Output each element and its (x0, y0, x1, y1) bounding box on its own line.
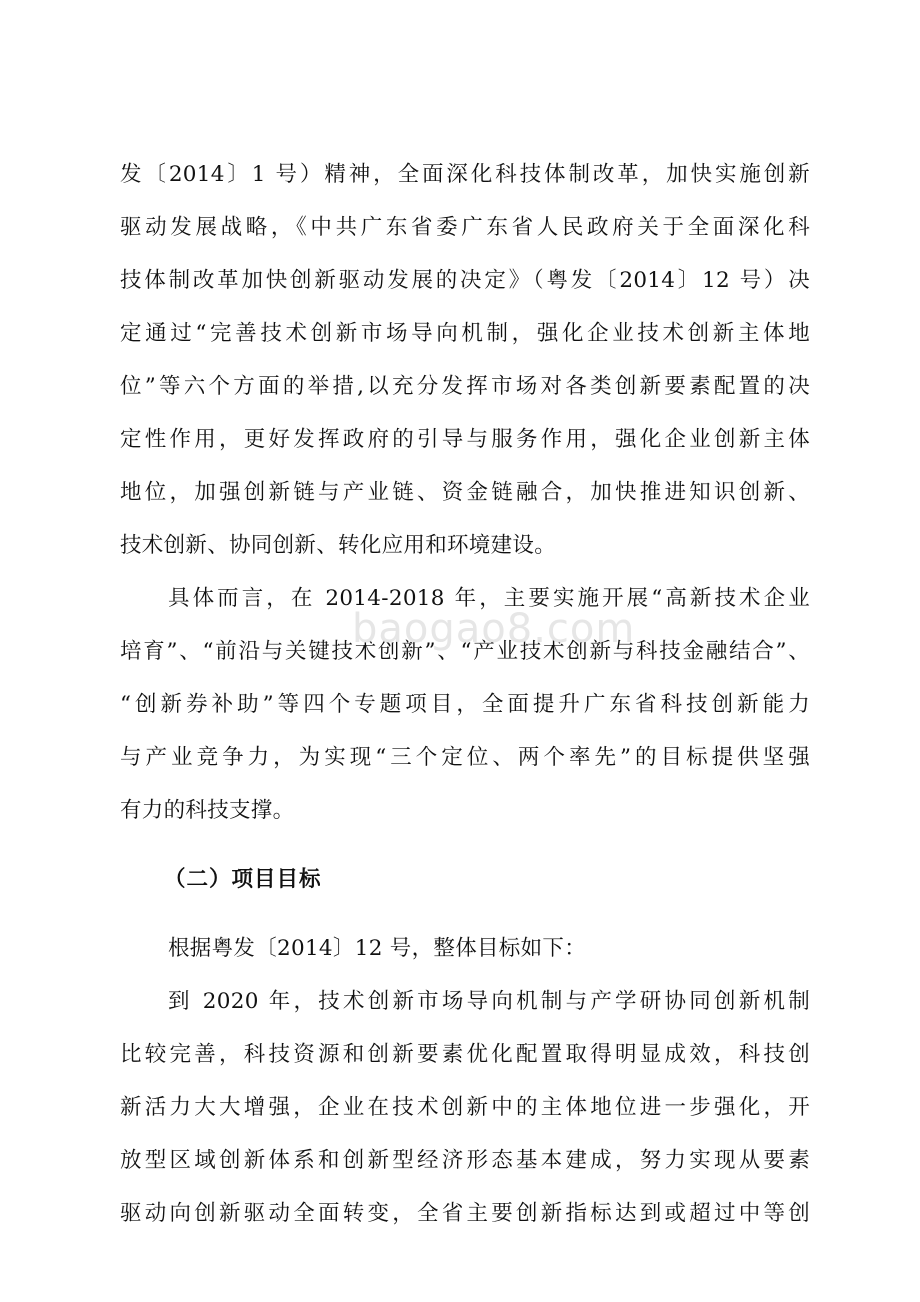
section-heading: （二）项目目标 (164, 867, 322, 892)
paragraph-3-line-1: 根据粤发〔2014〕12 号，整体目标如下： (168, 936, 587, 961)
paragraph-1-line-6: 定性作用，更好发挥政府的引导与服务作用，强化企业创新主体 (120, 427, 810, 452)
paragraph-4-line-1: 到 2020 年，技术创新市场导向机制与产学研协同创新机制 (168, 989, 810, 1014)
paragraph-1-line-4: 定通过“完善技术创新市场导向机制，强化企业技术创新主体地 (120, 321, 810, 346)
paragraph-2-line-4: 与产业竞争力，为实现“三个定位、两个率先”的目标提供坚强 (120, 745, 810, 770)
paragraph-4-line-3: 新活力大大增强，企业在技术创新中的主体地位进一步强化，开 (120, 1095, 810, 1120)
paragraph-4-line-4: 放型区域创新体系和创新型经济形态基本建成，努力实现从要素 (120, 1148, 810, 1173)
paragraph-1-line-8: 技术创新、协同创新、转化应用和环境建设。 (120, 533, 557, 558)
paragraph-1-line-2: 驱动发展战略，《中共广东省委广东省人民政府关于全面深化科 (120, 215, 810, 240)
paragraph-4-line-2: 比较完善，科技资源和创新要素优化配置取得明显成效，科技创 (120, 1042, 810, 1067)
paragraph-2-line-2: 培育”、“前沿与关键技术创新”、“产业技术创新与科技金融结合”、 (120, 639, 810, 664)
paragraph-1-line-3: 技体制改革加快创新驱动发展的决定》（粤发〔2014〕12 号）决 (120, 268, 810, 293)
paragraph-2-line-5: 有力的科技支撑。 (120, 798, 295, 823)
paragraph-1-line-5: 位”等六个方面的举措,以充分发挥市场对各类创新要素配置的决 (120, 374, 810, 399)
watermark: baogao8.com (352, 606, 636, 652)
paragraph-2-line-1: 具体而言，在 2014-2018 年，主要实施开展“高新技术企业 (168, 586, 810, 611)
paragraph-2-line-3: “创新券补助”等四个专题项目，全面提升广东省科技创新能力 (120, 692, 810, 717)
paragraph-4-line-5: 驱动向创新驱动全面转变，全省主要创新指标达到或超过中等创 (120, 1201, 810, 1226)
paragraph-1-line-7: 地位，加强创新链与产业链、资金链融合，加快推进知识创新、 (120, 480, 810, 505)
paragraph-1-line-1: 发〔2014〕1 号）精神，全面深化科技体制改革，加快实施创新 (120, 162, 810, 187)
